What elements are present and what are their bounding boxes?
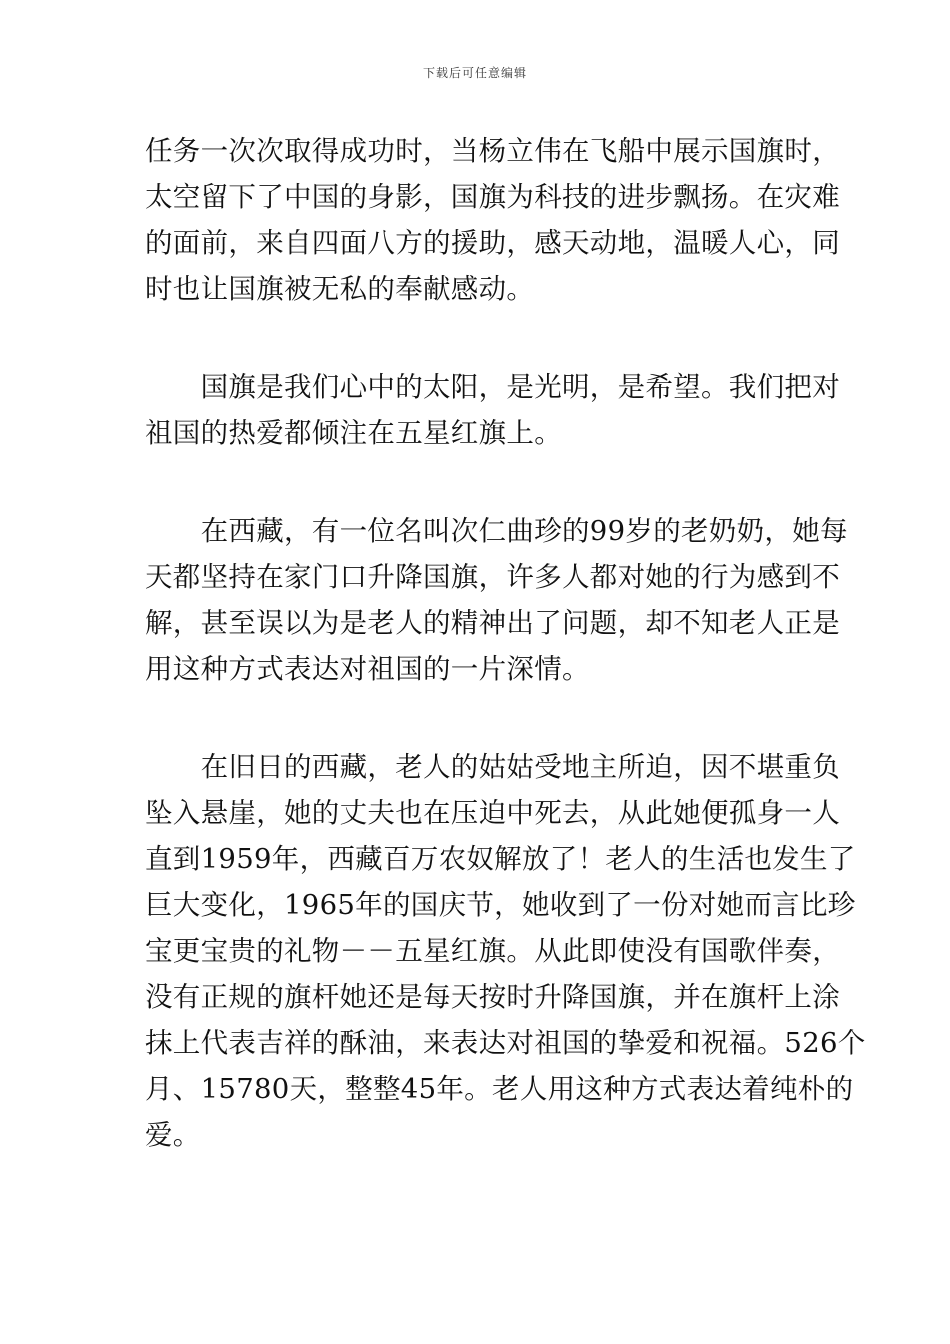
paragraph-4 [145,744,866,1158]
text-line: 的面前，来自四面八方的援助，感天动地，温暖人心，同 [145,227,840,259]
text-line: 解，甚至误以为是老人的精神出了问题，却不知老人正是 [145,607,840,639]
paragraph-3 [145,508,848,692]
paragraph-spacer [145,692,807,744]
paragraph-2 [145,364,840,456]
text-line: 抹上代表吉祥的酥油，来表达对祖国的挚爱和祝福。526个 [145,1027,866,1059]
document-body [145,128,866,1158]
text-line: 时也让国旗被无私的奉献感动。 [145,273,535,305]
text-line: 太空留下了中国的身影，国旗为科技的进步飘扬。在灾难 [145,181,840,213]
paragraph-spacer [145,312,807,364]
paragraph-spacer [145,456,807,508]
text-line: 爱。 [145,1119,201,1151]
text-line: 在西藏，有一位名叫次仁曲珍的99岁的老奶奶，她每 [145,515,848,547]
text-line: 任务一次次取得成功时，当杨立伟在飞船中展示国旗时， [145,135,840,167]
text-line: 宝更宝贵的礼物－－五星红旗。从此即使没有国歌伴奏， [145,935,840,967]
text-line: 用这种方式表达对祖国的一片深情。 [145,653,590,685]
paragraph-1 [145,128,840,312]
text-line: 国旗是我们心中的太阳，是光明，是希望。我们把对 [145,371,840,403]
text-line: 在旧日的西藏，老人的姑姑受地主所迫，因不堪重负 [145,751,840,783]
text-line: 坠入悬崖，她的丈夫也在压迫中死去，从此她便孤身一人 [145,797,840,829]
text-line: 直到1959年，西藏百万农奴解放了！老人的生活也发生了 [145,843,856,875]
text-line: 月、15780天，整整45年。老人用这种方式表达着纯朴的 [145,1073,854,1105]
text-line: 巨大变化，1965年的国庆节，她收到了一份对她而言比珍 [145,889,856,921]
text-line: 祖国的热爱都倾注在五星红旗上。 [145,417,562,449]
text-line: 没有正规的旗杆她还是每天按时升降国旗，并在旗杆上涂 [145,981,840,1013]
page-header: 下载后可任意编辑 [422,66,527,80]
text-line: 天都坚持在家门口升降国旗，许多人都对她的行为感到不 [145,561,840,593]
